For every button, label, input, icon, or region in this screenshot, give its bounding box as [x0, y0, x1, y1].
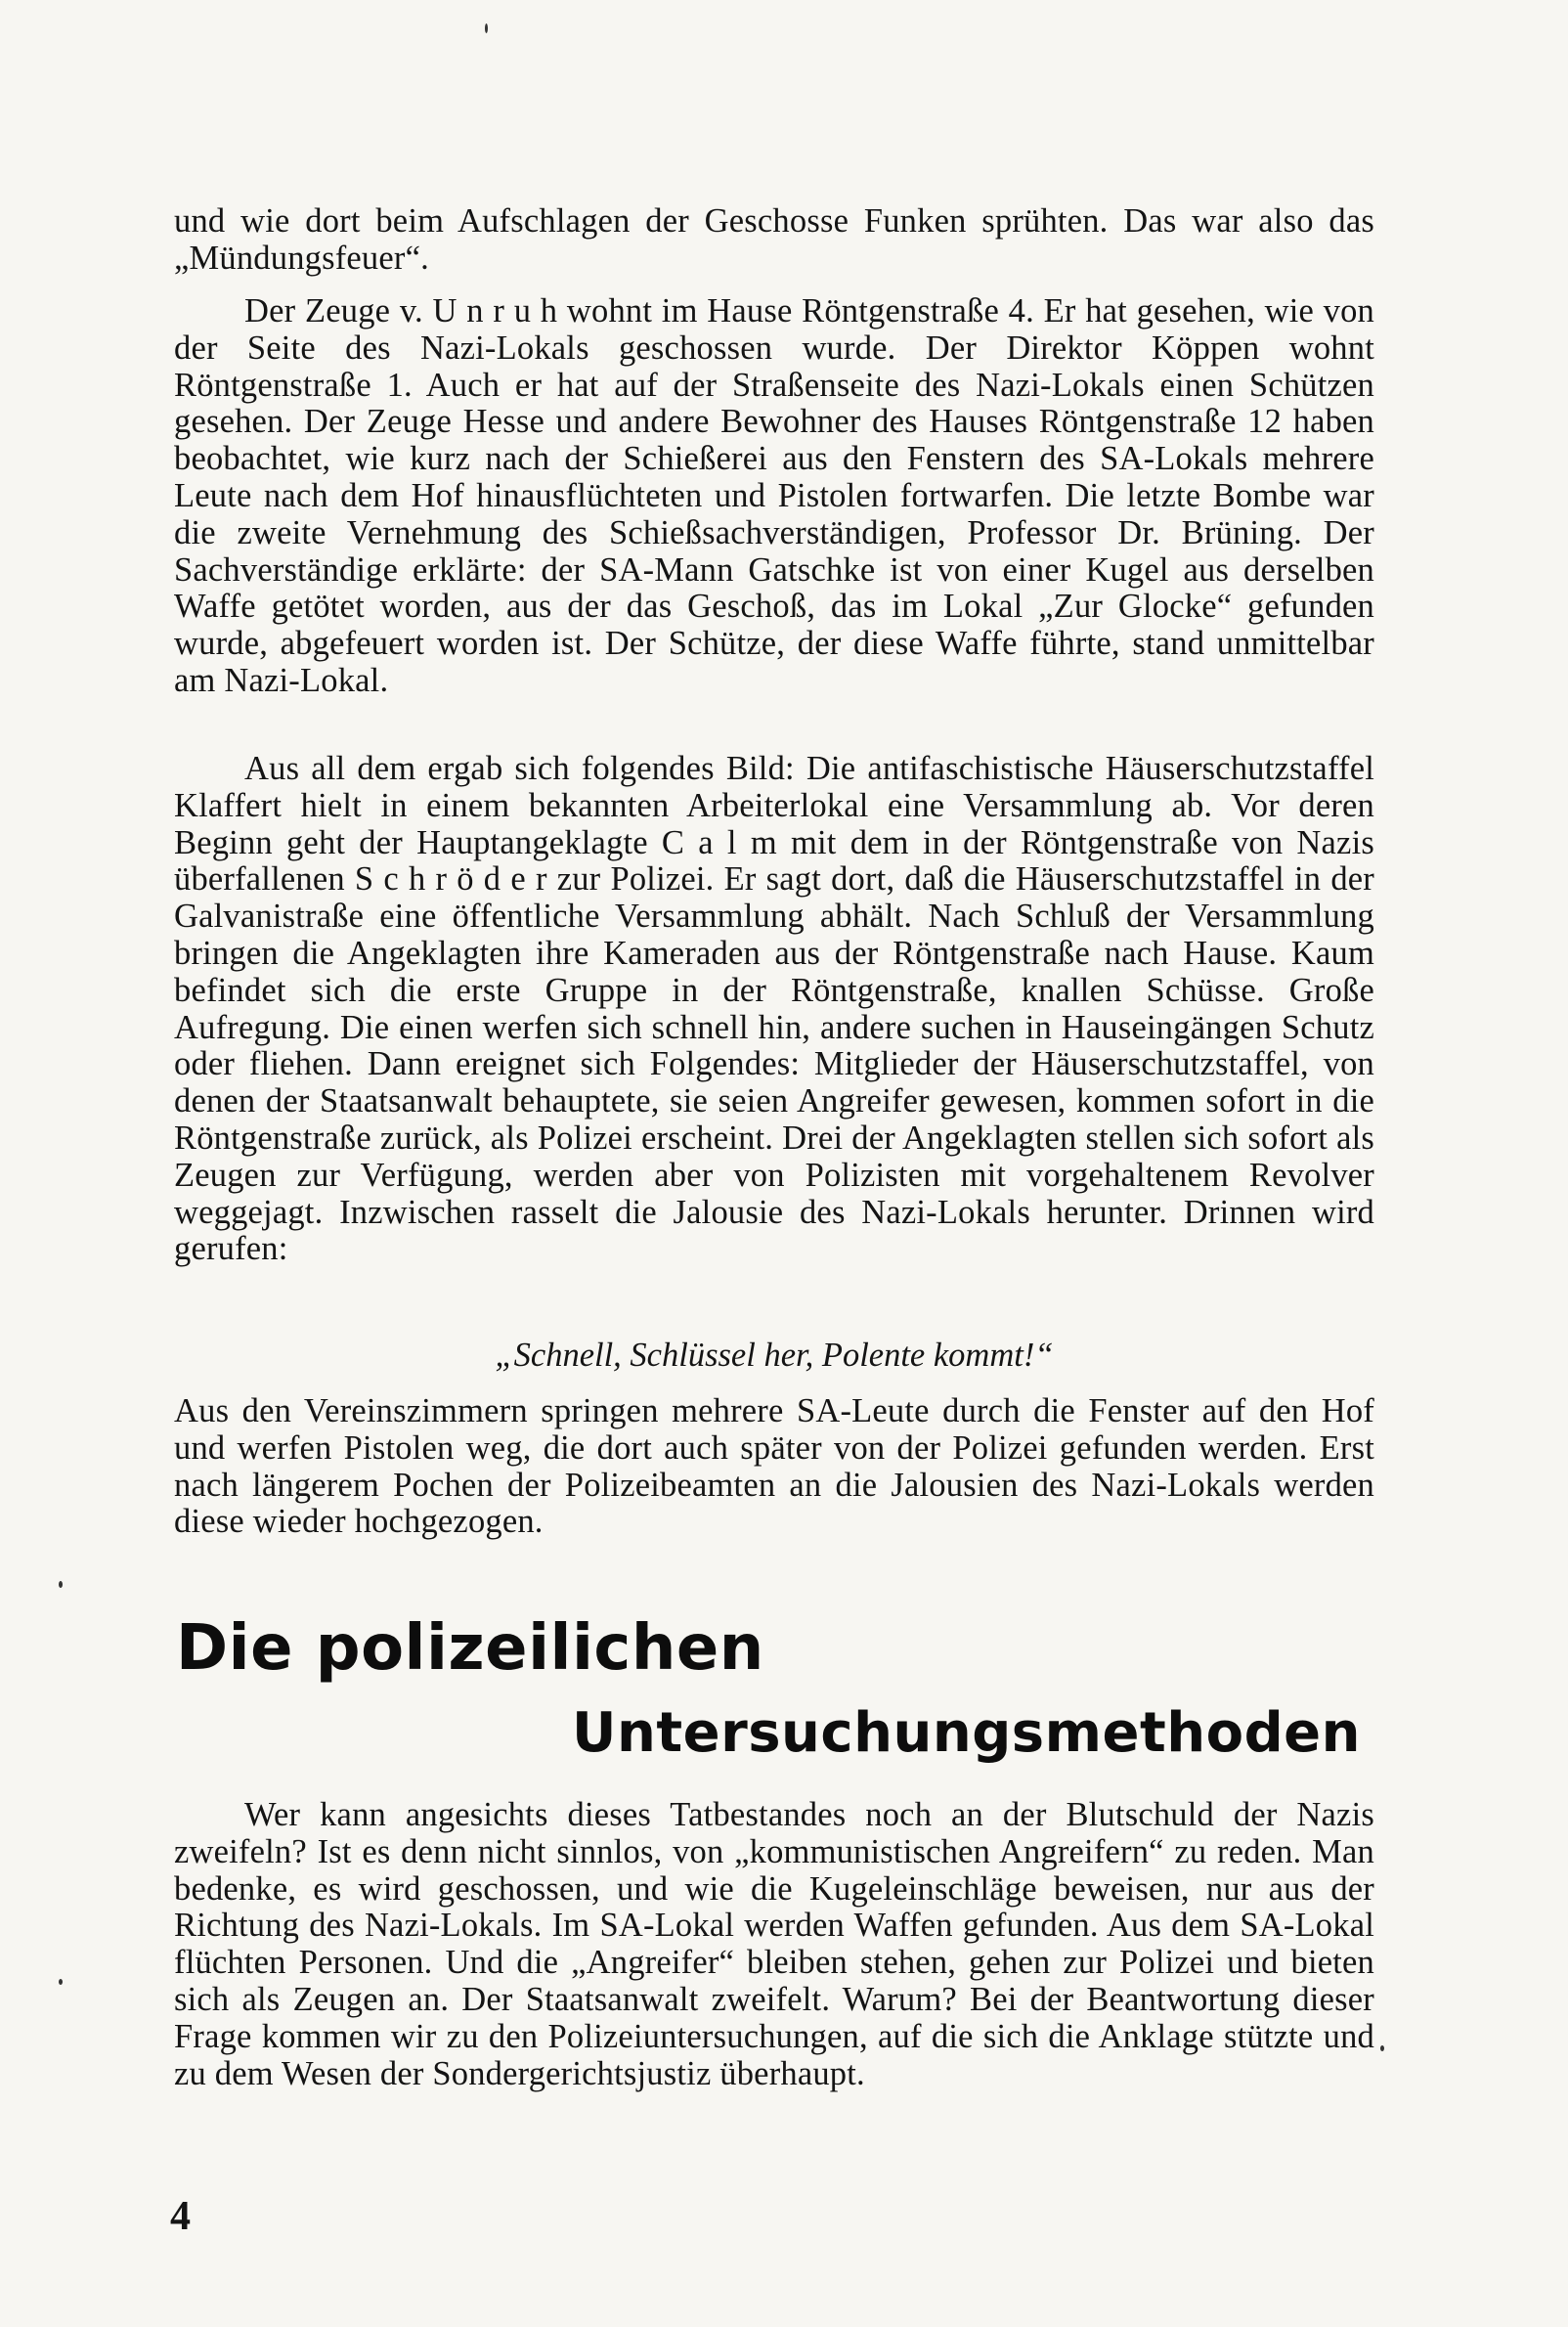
- paragraph-witnesses: [174, 293, 1374, 700]
- section-heading-line2: Untersuchungsmethoden: [572, 1701, 1361, 1765]
- page-number: 4: [170, 2194, 191, 2239]
- quote-line: „Schnell, Schlüssel her, Polente kommt!“: [495, 1337, 1054, 1374]
- paragraph-text: Wer kann angesichts dieses Tatbestandes noch an der Blutschuld der Nazis zweifeln? Ist es denn nicht sinnlos, von „kommunistischen Angreifern“ zu reden. Man bedenke, es wird geschossen, und wie die Kugeleinschläge beweisen, nur aus der Richtung des Nazi-Lokals. Im SA-Lokal werden Waffen gefunden. Aus dem SA-Lokal flüchten Personen. Und die „Angreifer“ bleiben stehen, gehen zur Polizei und bieten sich als Zeugen an. Der Staatsanwalt zweifelt. Warum? Bei der Beantwortung dieser Frage kommen wir zu den Polizeiuntersuchungen, auf die sich die Anklage stützte und zu dem Wesen der Sondergerichtsjustiz überhaupt.: [174, 1796, 1374, 2092]
- print-speck: [1380, 2045, 1384, 2051]
- section-heading-line1: Die polizeilichen: [176, 1612, 764, 1685]
- paragraph-text: Aus all dem ergab sich folgendes Bild: Die antifaschistische Häuserschutzstaffel Klaffert hielt in einem bekannten Arbeiterlokal eine Versammlung ab. Vor deren Beginn geht der Hauptangeklagte C a l m mit dem in der Röntgenstraße von Nazis überfallenen S c h r ö d e r zur Polizei. Er sagt dort, daß die Häuserschutzstaffel in der Galvanistraße eine öffentliche Versammlung abhält. Nach Schluß der Versammlung bringen die Angeklagten ihre Kameraden aus der Röntgenstraße nach Hause. Kaum befindet sich die erste Gruppe in der Röntgenstraße, knallen Schüsse. Große Aufregung. Die einen werfen sich schnell hin, andere suchen in Hauseingängen Schutz oder fliehen. Dann ereignet sich Folgendes: Mitglieder der Häuserschutzstaffel, von denen der Staatsanwalt behauptete, sie seien Angreifer gewesen, kommen sofort in die Röntgenstraße zurück, als Polizei erscheint. Drei der Angeklagten stellen sich sofort als Zeugen zur Verfügung, werden aber von Polizisten mit vorgehaltenem Revolver weggejagt. Inzwischen rasselt die Jalousie des Nazi-Lokals herunter. Drinnen wird gerufen:: [174, 750, 1374, 1268]
- print-speck: [59, 1581, 63, 1588]
- print-speck: [59, 1979, 63, 1985]
- paragraph-continuation: [174, 203, 1374, 278]
- paragraph-conclusion: [174, 1797, 1374, 2092]
- paragraph-text: Der Zeuge v. U n r u h wohnt im Hause Röntgenstraße 4. Er hat gesehen, wie von der Seite des Nazi-Lokals geschossen wurde. Der Direktor Köppen wohnt Röntgenstraße 1. Auch er hat auf der Straßenseite des Nazi-Lokals einen Schützen gesehen. Der Zeuge Hesse und andere Bewohner des Hauses Röntgenstraße 12 haben beobachtet, wie kurz nach der Schießerei aus den Fenstern des SA-Lokals mehrere Leute nach dem Hof hinausflüchteten und Pistolen fortwarfen. Die letzte Bombe war die zweite Vernehmung des Schießsachverständigen, Professor Dr. Brüning. Der Sachverständige erklärte: der SA-Mann Gatschke ist von einer Kugel aus derselben Waffe getötet worden, aus der das Geschoß, das im Lokal „Zur Glocke“ gefunden wurde, abgefeuert worden ist. Der Schütze, der diese Waffe führte, stand unmittelbar am Nazi-Lokal.: [174, 292, 1374, 699]
- paragraph-text: und wie dort beim Aufschlagen der Geschosse Funken sprühten. Das war also das „Mündungsfeuer“.: [174, 202, 1374, 277]
- print-speck: [485, 23, 488, 33]
- paragraph-text: Aus den Vereinszimmern springen mehrere SA-Leute durch die Fenster auf den Hof und werfen Pistolen weg, die dort auch später von der Polizei gefunden werden. Erst nach längerem Pochen der Polizeibeamten an die Jalousien des Nazi-Lokals werden diese wieder hochgezogen.: [174, 1392, 1374, 1541]
- paragraph-aftermath: [174, 1393, 1374, 1541]
- paragraph-events: [174, 751, 1374, 1268]
